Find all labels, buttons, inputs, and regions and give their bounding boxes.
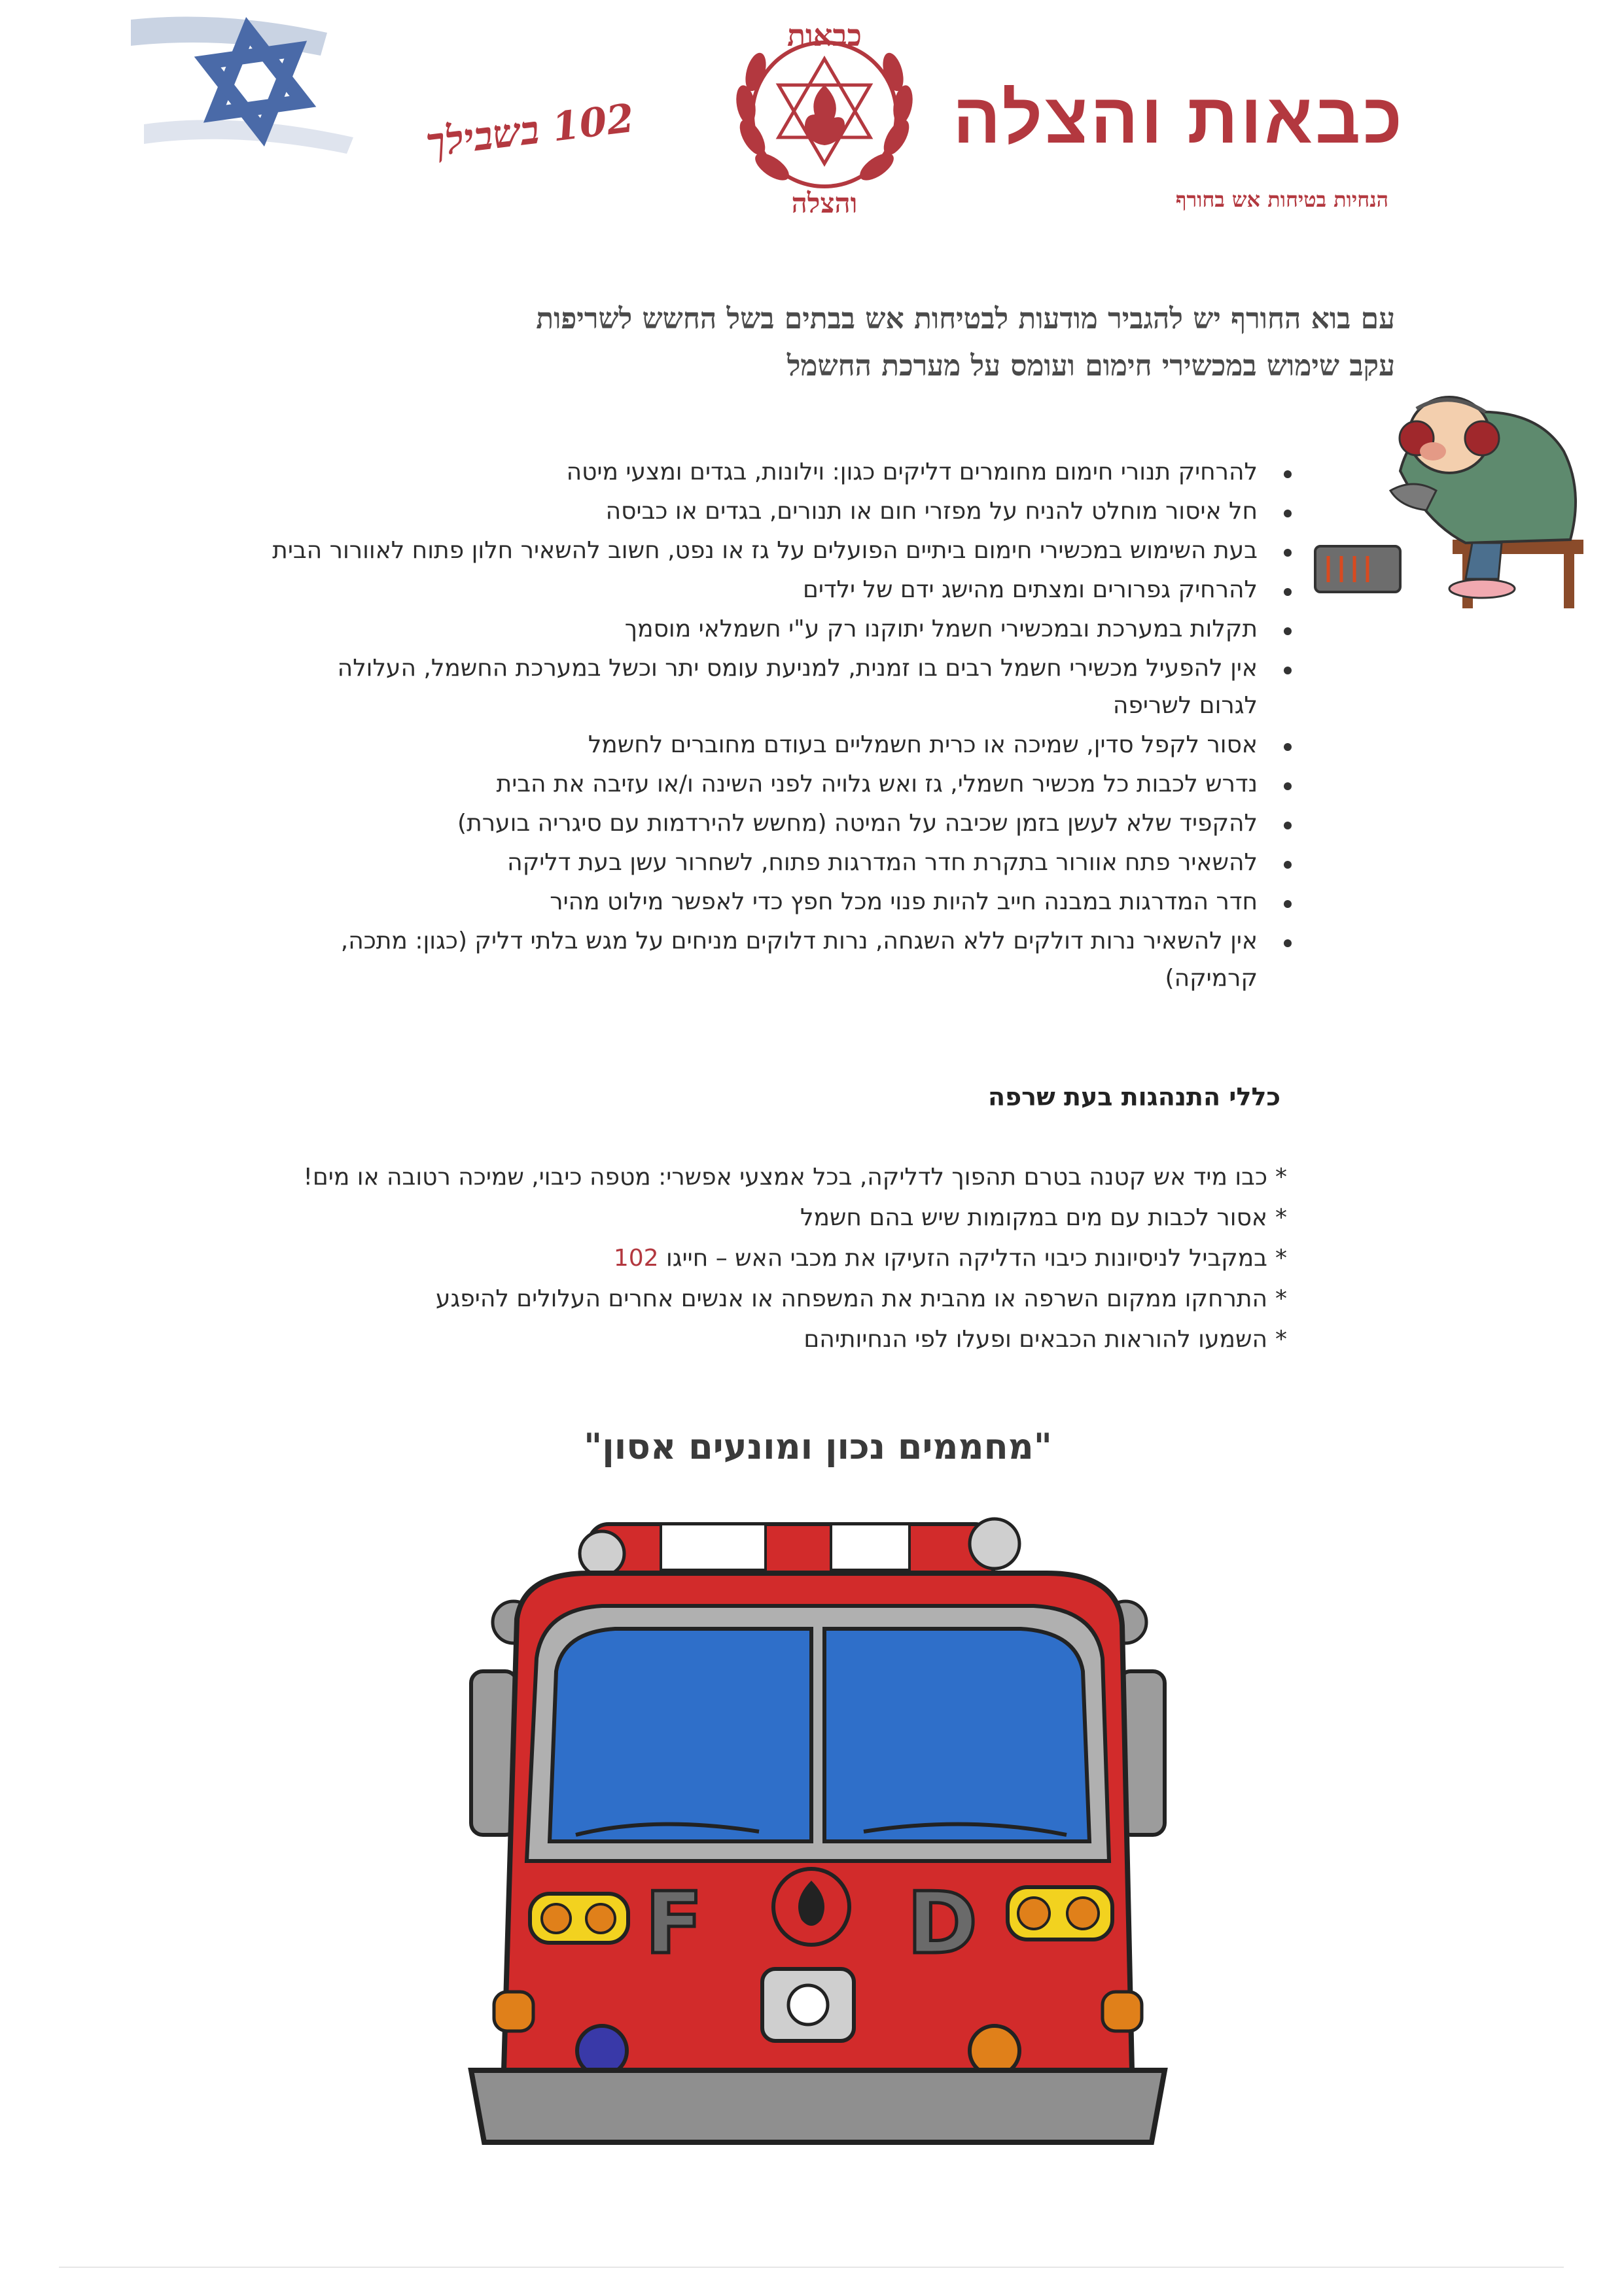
list-item: * כבו מיד אש קטנה בטרם תהפוך לדליקה, בכל אמצעי אפשרי: מטפה כיבוי, שמיכה רטובה או מים!: [299, 1158, 1287, 1197]
list-item: להשאיר פתח אוורור בתקרת חדר המדרגות פתוח, לשחרור עשן בעת דליקה: [243, 844, 1297, 881]
org-name: כבאות והצלה: [953, 78, 1405, 158]
fire-emblem-icon: [707, 7, 942, 222]
list-item: [266, 1239, 1287, 1278]
list-item: חל איסור מוחלט להניח על מפזרי חום או תנורים, בגדים או כביסה: [243, 493, 1297, 530]
section-heading: כללי התנהגות בעת שרפה: [988, 1083, 1280, 1111]
divider: [59, 2267, 1564, 2268]
slogan: 102 בשבילך: [423, 95, 637, 167]
list-item: תקלות במערכת ובמכשירי חשמל יתוקנו רק ע"י חשמלאי מוסמך: [243, 610, 1297, 648]
fire-truck-illustration: [458, 1495, 1178, 2155]
motto: "מחממים נכון ומונעים אסון": [584, 1426, 1052, 1467]
fire-behavior-rules-list: [266, 1158, 1287, 1361]
list-item: אין להפעיל מכשירי חשמל רבים בו זמנית, למניעת עומס יתר וכשל במערכת החשמל, העלולה לגרום לשריפה: [289, 650, 1297, 724]
page-subtitle: הנחיות בטיחות אש בחורף: [1175, 187, 1388, 212]
list-item: נדרש לכבות כל מכשיר חשמלי, גז ואש גלויה לפני השינה ו/או עזיבה את הבית: [243, 765, 1297, 803]
list-item: אין להשאיר נרות דולקים ללא השגחה, נרות דלוקים מניחים על מגש בלתי דליק (כגון: מתכה, קרמיקה): [289, 922, 1297, 997]
list-item: * התרחקו ממקום השרפה או מהבית את המשפחה או אנשים אחרים העלולים להיפגע: [266, 1279, 1287, 1319]
emblem-bottom-text: והצלה: [791, 187, 858, 219]
list-item: להקפיד שלא לעשן בזמן שכיבה על המיטה (מחשש להירדמות עם סיגריה בוערת): [243, 805, 1297, 842]
list-item: * אסור לכבות עם מים במקומות שיש בהם חשמל: [266, 1198, 1287, 1238]
israel-flag-icon: [131, 13, 406, 183]
rule-text: במקביל לניסיונות כיבוי הדליקה הזעיקו את מכבי האש – חייגו: [665, 1245, 1267, 1272]
intro-line-1: עם בוא החורף יש להגביר מודעות לבטיחות אש בבתים בשל החשש לשריפות: [536, 302, 1395, 336]
safety-tips-list: [243, 453, 1297, 999]
emergency-number: 102: [613, 1245, 659, 1272]
truck-letter-right: D: [907, 1873, 978, 1973]
list-item: להרחיק תנורי חימום מחומרים דליקים כגון: וילונות, בגדים ומצעי מיטה: [243, 453, 1297, 491]
emblem-top-text: כבאות: [786, 18, 862, 53]
intro-text: [283, 296, 1395, 390]
intro-line-2: עקב שימוש במכשירי חימום ועומס על מערכת החשמל: [786, 349, 1395, 383]
cold-man-illustration: [1302, 392, 1610, 615]
list-item: אסור לקפל סדין, שמיכה או כרית חשמליים בעודם מחוברים לחשמל: [243, 726, 1297, 763]
list-item: חדר המדרגות במבנה חייב להיות פנוי מכל חפץ כדי לאפשר מילוט מהיר: [243, 883, 1297, 920]
truck-letter-left: F: [644, 1873, 703, 1973]
list-item: * השמעו להוראות הכבאים ופעלו לפי הנחיותיהם: [266, 1320, 1287, 1359]
list-item: בעת השימוש במכשירי חימום ביתיים הפועלים על גז או נפט, חשוב להשאיר חלון פתוח לאוורור הבית: [204, 532, 1297, 569]
list-item: להרחיק גפרורים ומצתים מהישג ידם של ילדים: [243, 571, 1297, 608]
